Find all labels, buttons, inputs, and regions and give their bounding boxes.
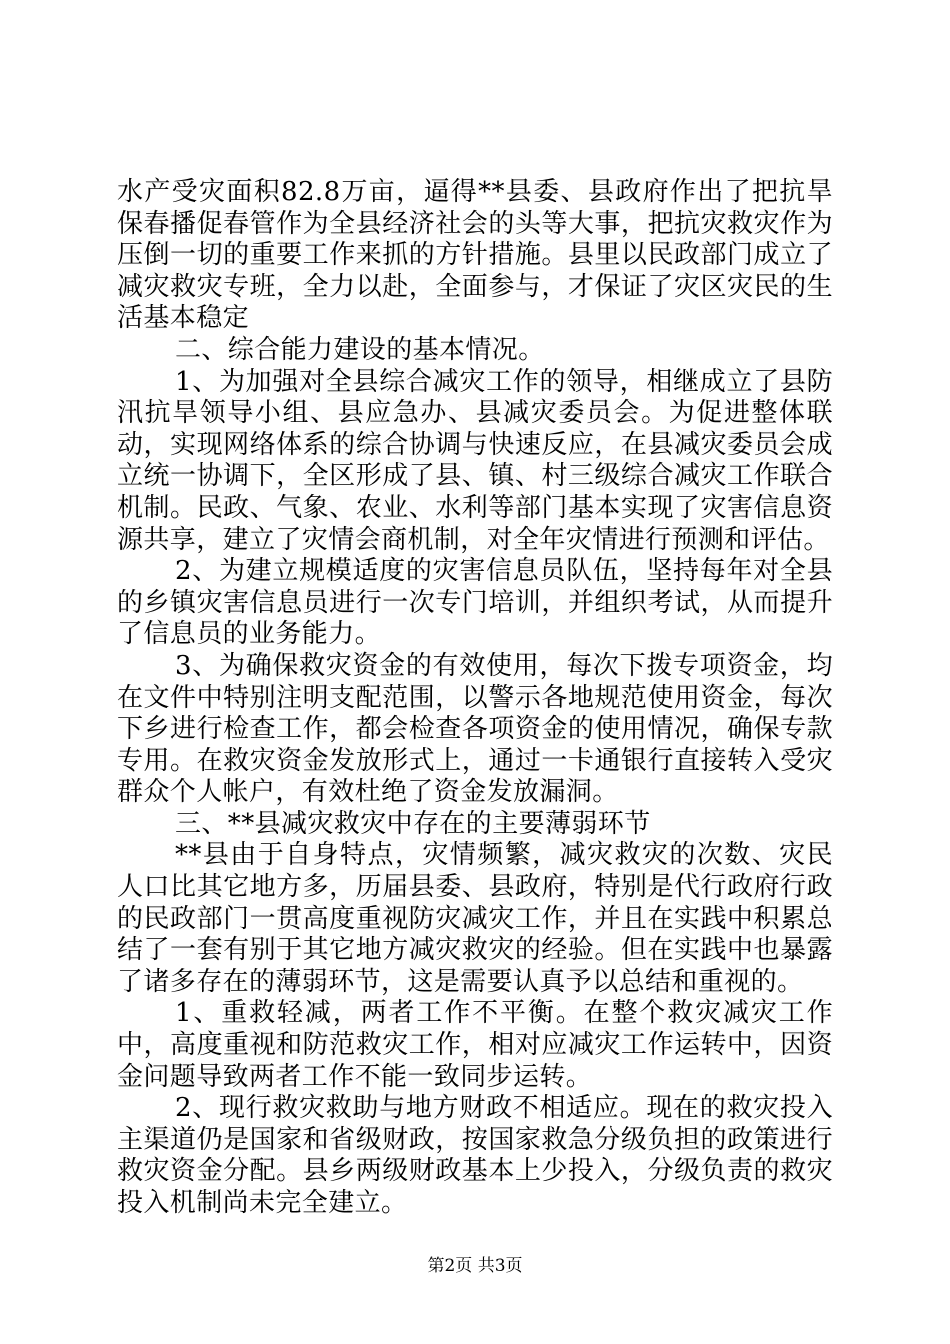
paragraph-section-3-intro: **县由于自身特点，灾情频繁，减灾救灾的次数、灾民人口比其它地方多，历届县委、县政府，特别是代行政府行政的民政部门一贯高度重视防灾减灾工作，并且在实践中积累总结了一套有别于其它地方减灾救灾的经验。但在实践中也暴露了诸多存在的薄弱环节，这是需要认真予以总结和重视的。 [117,840,833,997]
paragraph-item-3-2: 2、现行救灾救助与地方财政不相适应。现在的救灾投入主渠道仍是国家和省级财政，按国家救急分级负担的政策进行救灾资金分配。县乡两级财政基本上少投入，分级负责的救灾投入机制尚未完全建立。 [117,1093,833,1218]
paragraph-item-2-1: 1、为加强对全县综合减灾工作的领导，相继成立了县防汛抗旱领导小组、县应急办、县减灾委员会。为促进整体联动，实现网络体系的综合协调与快速反应，在县减灾委员会成立统一协调下，全区形成了县、镇、村三级综合减灾工作联合机制。民政、气象、农业、水利等部门基本实现了灾害信息资源共享，建立了灾情会商机制，对全年灾情进行预测和评估。 [117,366,833,555]
section-heading-2: 二、综合能力建设的基本情况。 [175,334,545,365]
document-body [117,177,833,1220]
paragraph-item-2-3: 3、为确保救灾资金的有效使用，每次下拨专项资金，均在文件中特别注明支配范围，以警示各地规范使用资金，每次下乡进行检查工作，都会检查各项资金的使用情况，确保专款专用。在救灾资金发放形式上，通过一卡通银行直接转入受灾群众个人帐户，有效杜绝了资金发放漏洞。 [117,650,833,808]
paragraph-item-3-1: 1、重救轻减，两者工作不平衡。在整个救灾减灾工作中，高度重视和防范救灾工作，相对应减灾工作运转中，因资金问题导致两者工作不能一致同步运转。 [117,998,833,1092]
page-number-footer: 第2页 共3页 [427,1256,523,1276]
paragraph-1: 水产受灾面积82.8万亩，逼得**县委、县政府作出了把抗旱保春播促春管作为全县经济社会的头等大事，把抗灾救灾作为压倒一切的重要工作来抓的方针措施。县里以民政部门成立了减灾救灾专班，全力以赴，全面参与，才保证了灾区灾民的生活基本稳定 [117,177,833,334]
paragraph-item-2-2: 2、为建立规模适度的灾害信息员队伍，坚持每年对全县的乡镇灾害信息员进行一次专门培训，并组织考试，从而提升了信息员的业务能力。 [117,556,833,650]
section-heading-3: 三、**县减灾救灾中存在的主要薄弱环节 [175,808,651,839]
